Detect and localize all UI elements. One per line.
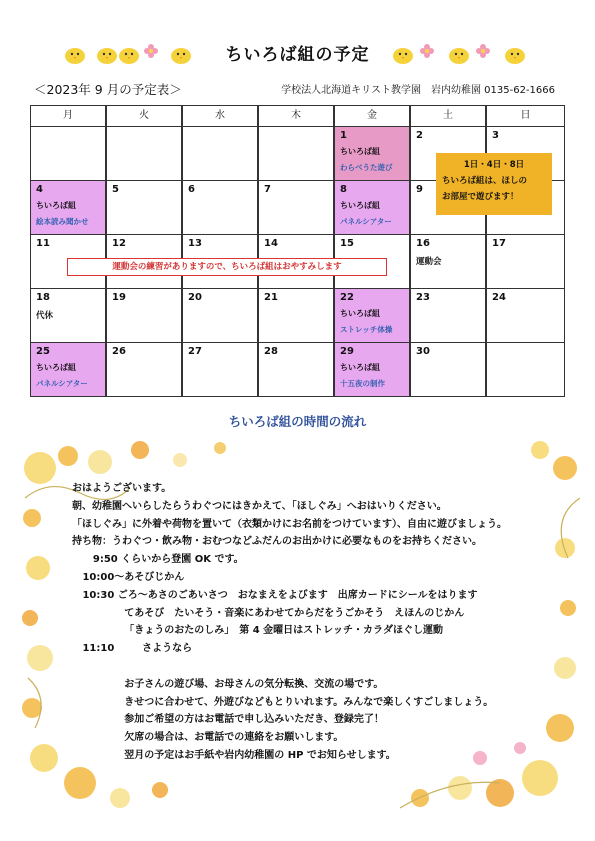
flow-line: 10:00～あそびじかん xyxy=(72,571,185,583)
rest-notice: 運動会の練習がありますので、ちいろば組はおやすみします xyxy=(67,258,387,276)
flower-icon xyxy=(476,44,490,58)
day-number: 12 xyxy=(112,238,126,249)
calendar-day-8 xyxy=(334,180,410,235)
calendar-day-16 xyxy=(410,234,486,289)
day-class-label: ちいろば組 xyxy=(340,309,380,318)
calendar-note xyxy=(436,153,552,215)
weekday-header: 土 xyxy=(410,105,486,127)
calendar-day-26 xyxy=(106,342,182,397)
day-number: 2 xyxy=(416,130,423,141)
page-title: ちいろば組の予定 xyxy=(225,45,370,65)
weekday-header: 月 xyxy=(30,105,106,127)
calendar-day-29 xyxy=(334,342,410,397)
day-number: 26 xyxy=(112,346,126,357)
flow-line: きせつに合わせて、外遊びなどもとりいれます。みんなで楽しくすごしましょう。 xyxy=(72,696,494,708)
calendar-day-21 xyxy=(258,288,334,343)
calendar-grid xyxy=(30,105,565,399)
flow-line: 欠席の場合は、お電話での連絡をお願いします。 xyxy=(72,732,344,744)
calendar-day-empty xyxy=(486,342,565,397)
day-number: 13 xyxy=(188,238,202,249)
day-number: 6 xyxy=(188,184,195,195)
calendar-day-7 xyxy=(258,180,334,235)
school-info: 学校法人北海道キリスト教学園 岩内幼稚園 0135-62-1666 xyxy=(281,85,555,96)
weekday-header: 日 xyxy=(486,105,565,127)
day-number: 23 xyxy=(416,292,430,303)
day-class-label: ちいろば組 xyxy=(340,201,380,210)
day-number: 14 xyxy=(264,238,278,249)
weekday-header: 水 xyxy=(182,105,258,127)
calendar-day-19 xyxy=(106,288,182,343)
calendar-day-4 xyxy=(30,180,106,235)
calendar-day-27 xyxy=(182,342,258,397)
day-number: 24 xyxy=(492,292,506,303)
calendar-day-22 xyxy=(334,288,410,343)
flow-line: 持ち物：うわぐつ・飲み物・おむつなどふだんのお出かけに必要なものをお持ちください。 xyxy=(72,536,482,548)
day-class-label: ちいろば組 xyxy=(340,147,380,156)
day-number: 3 xyxy=(492,130,499,141)
note-line: ちいろば組は、ほしの xyxy=(442,176,528,186)
day-number: 9 xyxy=(416,184,423,195)
flow-line: 「ほしぐみ」に外着や荷物を置いて（衣類かけにお名前をつけています）、自由に遊びましょう。 xyxy=(72,518,507,530)
calendar-day-empty xyxy=(106,126,182,181)
calendar-day-28 xyxy=(258,342,334,397)
day-number: 11 xyxy=(36,238,50,249)
day-number: 27 xyxy=(188,346,202,357)
flow-line: 10:30 ごろ～あさのごあいさつ おなまえをよびます 出席カードにシールをはります xyxy=(72,589,478,601)
day-number: 15 xyxy=(340,238,354,249)
flow-line: てあそび たいそう・音楽にあわせてからだをうごかそう えほんのじかん xyxy=(72,607,465,619)
flow-body xyxy=(72,480,552,765)
flow-line: 翌月の予定はお手紙や岩内幼稚園の HP でお知らせします。 xyxy=(72,749,396,761)
weekday-header: 木 xyxy=(258,105,334,127)
day-number: 29 xyxy=(340,346,354,357)
calendar-day-17 xyxy=(486,234,565,289)
calendar-day-24 xyxy=(486,288,565,343)
day-event: 運動会 xyxy=(416,257,442,267)
flow-title: ちいろば組の時間の流れ xyxy=(228,414,367,429)
day-class-label: ちいろば組 xyxy=(340,363,380,372)
flow-line: 参加ご希望の方はお電話で申し込みいただき、登録完了！ xyxy=(72,714,384,726)
day-number: 22 xyxy=(340,292,354,303)
flower-icon xyxy=(420,44,434,58)
calendar-day-empty xyxy=(182,126,258,181)
day-number: 18 xyxy=(36,292,50,303)
flow-line: 朝、幼稚園へいらしたらうわぐつにはきかえて、「ほしぐみ」へおはいりください。 xyxy=(72,500,447,512)
day-activity: 十五夜の制作 xyxy=(340,379,385,388)
day-activity: パネルシアター xyxy=(36,379,88,388)
flow-line: 「きょうのおたのしみ」 第 4 金曜日はストレッチ・カラダほぐし運動 xyxy=(72,625,443,637)
flow-line: 11:10 さようなら xyxy=(72,643,193,655)
calendar-day-23 xyxy=(410,288,486,343)
day-number: 5 xyxy=(112,184,119,195)
day-number: 7 xyxy=(264,184,271,195)
chick-icon xyxy=(448,46,470,64)
calendar-day-6 xyxy=(182,180,258,235)
month-label: ＜2023年 9 月の予定表＞ xyxy=(34,82,182,97)
day-number: 20 xyxy=(188,292,202,303)
calendar-day-1 xyxy=(334,126,410,181)
day-class-label: ちいろば組 xyxy=(36,201,76,210)
calendar-day-18 xyxy=(30,288,106,343)
chick-icon xyxy=(504,46,526,64)
day-number: 8 xyxy=(340,184,347,195)
day-number: 17 xyxy=(492,238,506,249)
calendar-day-5 xyxy=(106,180,182,235)
flow-line: お子さんの遊び場、お母さんの気分転換、交流の場です。 xyxy=(72,678,384,690)
day-activity: パネルシアター xyxy=(340,217,392,226)
calendar-day-empty xyxy=(30,126,106,181)
note-line: お部屋で遊びます！ xyxy=(442,192,519,202)
day-activity: 絵本読み聞かせ xyxy=(36,217,89,226)
day-activity: わらべうた遊び xyxy=(340,163,393,172)
day-number: 16 xyxy=(416,238,430,249)
day-number: 25 xyxy=(36,346,50,357)
flow-line: おはようございます。 xyxy=(72,483,172,494)
note-line: 1日・4日・8日 xyxy=(463,160,525,170)
calendar-day-30 xyxy=(410,342,486,397)
day-number: 4 xyxy=(36,184,43,195)
flow-line: 9:50 くらいから登園 OK です。 xyxy=(72,554,244,566)
day-number: 19 xyxy=(112,292,126,303)
day-number: 30 xyxy=(416,346,430,357)
weekday-header: 火 xyxy=(106,105,182,127)
day-number: 21 xyxy=(264,292,278,303)
day-activity: ストレッチ体操 xyxy=(340,325,393,334)
chick-icon xyxy=(392,46,414,64)
calendar-day-25 xyxy=(30,342,106,397)
day-number: 1 xyxy=(340,130,347,141)
day-number: 28 xyxy=(264,346,278,357)
weekday-header: 金 xyxy=(334,105,410,127)
calendar-day-empty xyxy=(258,126,334,181)
day-class-label: ちいろば組 xyxy=(36,363,76,372)
flow-line xyxy=(72,658,552,676)
day-event: 代休 xyxy=(36,311,54,321)
calendar-day-20 xyxy=(182,288,258,343)
